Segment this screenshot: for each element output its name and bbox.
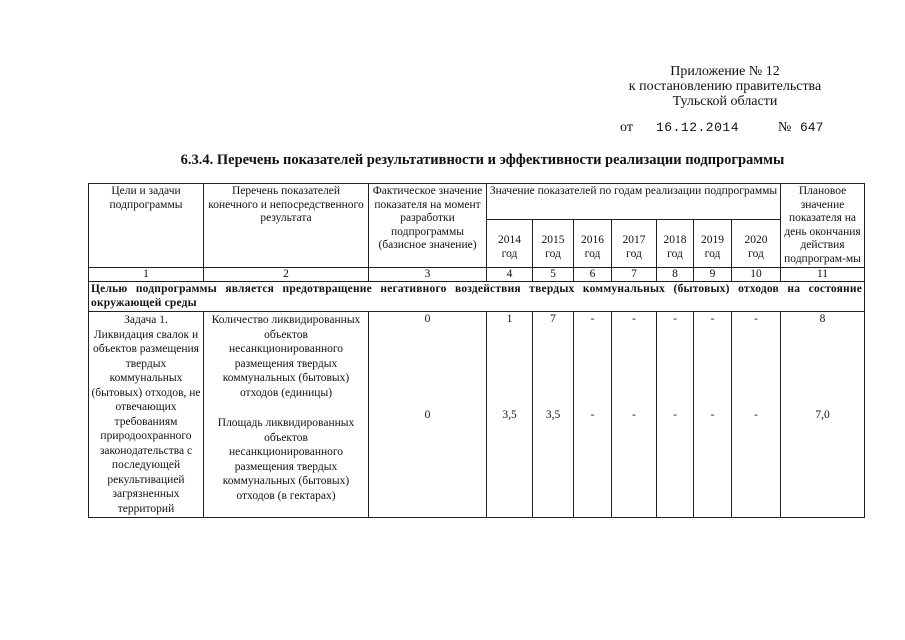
value-2014-cell — [487, 312, 533, 518]
value-row2: - — [710, 409, 715, 421]
table-header-row — [89, 184, 865, 220]
header-year-2014 — [487, 220, 533, 268]
year-label: 2018 — [663, 234, 687, 246]
column-number: 2 — [204, 268, 369, 282]
subprogram-purpose: Целью подпрограммы является предотвращение негативного воздействия твердых коммунальных (бытовых) отходов на состояние окружающей среды — [89, 282, 865, 312]
value-row2: 0 — [424, 409, 431, 421]
value-2020-cell — [732, 312, 781, 518]
header-year-2016 — [574, 220, 612, 268]
year-unit: год — [584, 247, 601, 260]
year-unit: год — [704, 247, 721, 260]
value-row1: - — [710, 313, 715, 325]
decree-number-label: № — [778, 120, 792, 135]
task-cell — [89, 312, 204, 518]
value-2016-cell — [574, 312, 612, 518]
value-2015-cell — [533, 312, 574, 518]
column-number: 6 — [574, 268, 612, 282]
header-year-2018 — [657, 220, 694, 268]
value-row1: - — [632, 313, 636, 325]
column-number: 11 — [781, 268, 865, 282]
header-goals: Цели и задачи подпрограммы — [89, 184, 204, 268]
column-numbers-row — [89, 268, 865, 282]
year-unit: год — [748, 247, 764, 260]
task-title: Задача 1. — [124, 314, 168, 326]
value-row1: 8 — [819, 313, 826, 325]
value-row1: 1 — [506, 313, 513, 325]
appendix-line-3: Тульской области — [672, 94, 778, 109]
value-2017-cell — [612, 312, 657, 518]
appendix-line-2: к постановлению правительства — [628, 79, 822, 94]
decree-number: 647 — [800, 120, 824, 135]
header-year-2019 — [694, 220, 732, 268]
column-number: 5 — [533, 268, 574, 282]
year-label: 2016 — [581, 234, 604, 246]
actual-value-cell — [369, 312, 487, 518]
year-label: 2015 — [541, 234, 565, 246]
indicators-table — [88, 183, 865, 518]
indicator-area: Площадь ликвидированных объектов несанкционированного размещения твердых коммунальных (бытовых) отходов (в гектарах) — [217, 417, 355, 502]
header-values-by-year: Значение показателей по годам реализации подпрограммы — [487, 184, 781, 220]
value-row2: 7,0 — [815, 409, 830, 421]
value-row1: 0 — [424, 313, 431, 325]
year-label: 2020 — [744, 234, 768, 246]
year-unit: год — [626, 247, 642, 260]
column-number: 3 — [369, 268, 487, 282]
value-row1: - — [754, 313, 758, 325]
task-row — [89, 312, 865, 518]
header-year-2017 — [612, 220, 657, 268]
indicators-cell — [204, 312, 369, 518]
value-row1: - — [590, 313, 595, 325]
header-planned-value: Плановое значение показателя на день окончания действия подпрограм-мы — [781, 184, 865, 268]
header-year-2020 — [732, 220, 781, 268]
task-text: Ликвидация свалок и объектов размещения твердых коммунальных (бытовых) отходов, не отвечающих требованиям природоохранного законодательства с последующей рекультивацией загрязненных территорий — [91, 328, 201, 515]
column-number: 4 — [487, 268, 533, 282]
column-number: 7 — [612, 268, 657, 282]
year-label: 2014 — [498, 234, 521, 246]
decree-from-label: от — [620, 120, 633, 135]
column-number: 1 — [89, 268, 204, 282]
year-unit: год — [545, 247, 561, 260]
header-indicators: Перечень показателей конечного и непосредственного результата — [204, 184, 369, 268]
value-row1: 7 — [550, 313, 556, 325]
value-row2: 3,5 — [502, 409, 517, 421]
document-title: 6.3.4. Перечень показателей результативности и эффективности реализации подпрограммы — [180, 152, 785, 168]
value-row2: - — [754, 409, 758, 421]
year-unit: год — [667, 247, 683, 260]
value-row1: - — [673, 313, 677, 325]
value-2018-cell — [657, 312, 694, 518]
value-row2: - — [632, 409, 636, 421]
year-unit: год — [501, 247, 518, 260]
column-number: 10 — [732, 268, 781, 282]
purpose-row — [89, 282, 865, 312]
value-row2: - — [673, 409, 677, 421]
header-year-2015 — [533, 220, 574, 268]
year-label: 2019 — [701, 234, 724, 246]
year-label: 2017 — [622, 234, 646, 246]
value-2019-cell — [694, 312, 732, 518]
value-row2: - — [590, 409, 595, 421]
column-number: 9 — [694, 268, 732, 282]
planned-value-cell — [781, 312, 865, 518]
appendix-header — [600, 64, 850, 109]
indicator-count: Количество ликвидированных объектов несанкционированного размещения твердых коммунальных (бытовых) отходов (единицы) — [211, 314, 361, 399]
column-number: 8 — [657, 268, 694, 282]
value-row2: 3,5 — [545, 409, 561, 421]
header-actual-value: Фактическое значение показателя на момент разработки подпрограммы (базисное значение) — [369, 184, 487, 268]
decree-date: 16.12.2014 — [656, 120, 740, 135]
appendix-line-1: Приложение № 12 — [670, 64, 780, 79]
